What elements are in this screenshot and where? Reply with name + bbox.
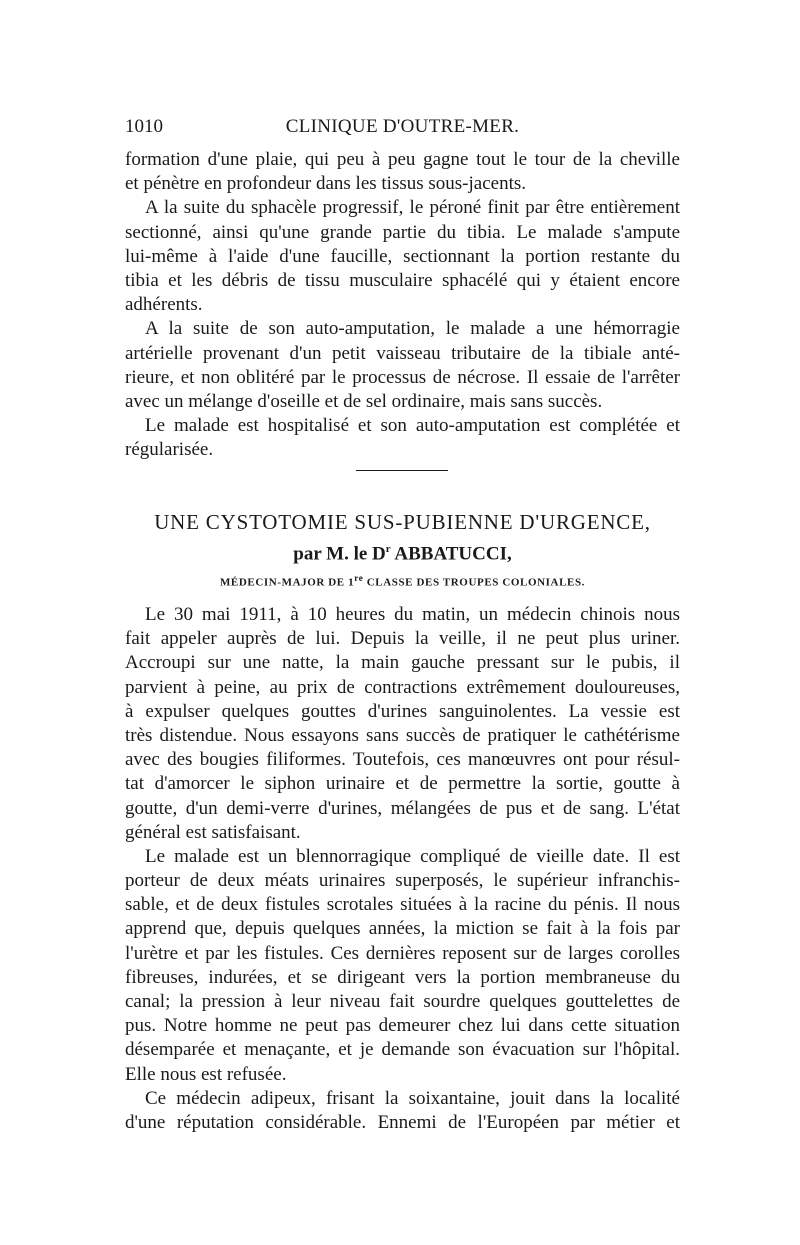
text-line: porteur de deux méats urinaires superposés, le supérieur infranchis-: [125, 870, 680, 892]
affiliation-superscript: re: [354, 573, 364, 583]
text-line: formation d'une plaie, qui peu à peu gagne tout le tour de la cheville: [125, 149, 680, 170]
text-line: sable, et de deux fistules scrotales situées à la racine du pénis. Il nous: [125, 894, 680, 916]
author-name: ABBATUCCI,: [390, 543, 512, 565]
text-line: à expulser quelques gouttes d'urines sanguinolentes. La vessie est: [125, 700, 680, 722]
text-line: canal; la pression à leur niveau fait sourdre quelques gouttelettes de: [125, 991, 680, 1012]
text-line: goutte, d'un demi-verre d'urines, mélangées de pus et de sang. L'état: [125, 797, 680, 819]
text-line: régularisée.: [125, 439, 214, 461]
text-line: fait appeler auprès de lui. Depuis la veille, il ne peut plus uriner.: [125, 628, 680, 650]
text-line: avec des bougies filiformes. Toutefois, ces manœuvres ont pour résul-: [125, 749, 680, 771]
text-line: Le malade est hospitalisé et son auto-amputation est complétée et: [145, 415, 680, 437]
page-number: 1010: [125, 116, 163, 137]
article-title: UNE CYSTOTOMIE SUS-PUBIENNE D'URGENCE,: [154, 510, 651, 534]
text-line: sectionné, ainsi qu'une grande partie du tibia. Le malade s'ampute: [125, 221, 680, 243]
text-line: Ce médecin adipeux, frisant la soixantaine, jouit dans la localité: [145, 1087, 680, 1109]
text-line: avec un mélange d'oseille et de sel ordinaire, mais sans succès.: [125, 390, 603, 412]
section-divider: [356, 470, 448, 471]
text-line: tibia et les débris de tissu musculaire sphacélé qui y étaient encore: [125, 269, 680, 291]
affiliation-suffix: CLASSE DES TROUPES COLONIALES.: [363, 576, 586, 589]
running-title: CLINIQUE D'OUTRE-MER.: [285, 116, 520, 137]
page-header: [125, 116, 680, 140]
text-line: Le malade est un blennorragique compliqué de vieille date. Il est: [145, 845, 680, 867]
text-line: A la suite du sphacèle progressif, le péroné finit par être entièrement: [145, 197, 680, 219]
continuation-text: [125, 148, 680, 462]
text-line: lui-même à l'aide d'une faucille, sectionnant la portion restante du: [125, 245, 680, 267]
text-line: rieure, et non oblitéré par le processus de nécrose. Il essaie de l'arrêter: [125, 366, 680, 388]
text-line: artérielle provenant d'un petit vaisseau tributaire de la tibiale anté-: [125, 342, 680, 364]
article-body: [125, 603, 680, 1135]
text-line: apprend que, depuis quelques années, la miction se fait à la fois par: [125, 918, 680, 940]
text-line: parvient à peine, au prix de contractions extrêmement douloureuses,: [125, 676, 680, 698]
text-line: pus. Notre homme ne peut pas demeurer chez lui dans cette situation: [125, 1015, 680, 1037]
text-line: d'une réputation considérable. Ennemi de l'Européen par métier et: [125, 1111, 680, 1133]
author-affiliation: [125, 573, 680, 589]
text-line: très distendue. Nous essayons sans succès de pratiquer le cathétérisme: [125, 724, 680, 746]
text-line: Le 30 mai 1911, à 10 heures du matin, un médecin chinois nous: [145, 604, 680, 625]
text-line: A la suite de son auto-amputation, le malade a une hémorragie: [145, 318, 680, 340]
text-line: Accroupi sur une natte, la main gauche pressant sur le pubis, il: [125, 652, 680, 674]
author-prefix: par M. le D: [293, 543, 386, 565]
text-line: tat d'amorcer le siphon urinaire et de permettre la sortie, goutte à: [125, 773, 680, 795]
text-line: désemparée et menaçante, et je demande son évacuation sur l'hôpital.: [125, 1039, 680, 1061]
text-line: l'urètre et par les fistules. Ces dernières reposent sur de larges corolles: [125, 942, 680, 964]
text-line: adhérents.: [125, 294, 203, 316]
text-line: Elle nous est refusée.: [125, 1063, 287, 1085]
article-author: [125, 543, 680, 565]
text-line: général est satisfaisant.: [125, 821, 301, 843]
text-line: fibreuses, indurées, et se dirigeant vers la portion membraneuse du: [125, 966, 680, 988]
text-line: et pénètre en profondeur dans les tissus sous-jacents.: [125, 173, 527, 195]
affiliation-prefix: MÉDECIN-MAJOR DE 1: [219, 576, 355, 589]
author-superscript: r: [385, 543, 391, 555]
